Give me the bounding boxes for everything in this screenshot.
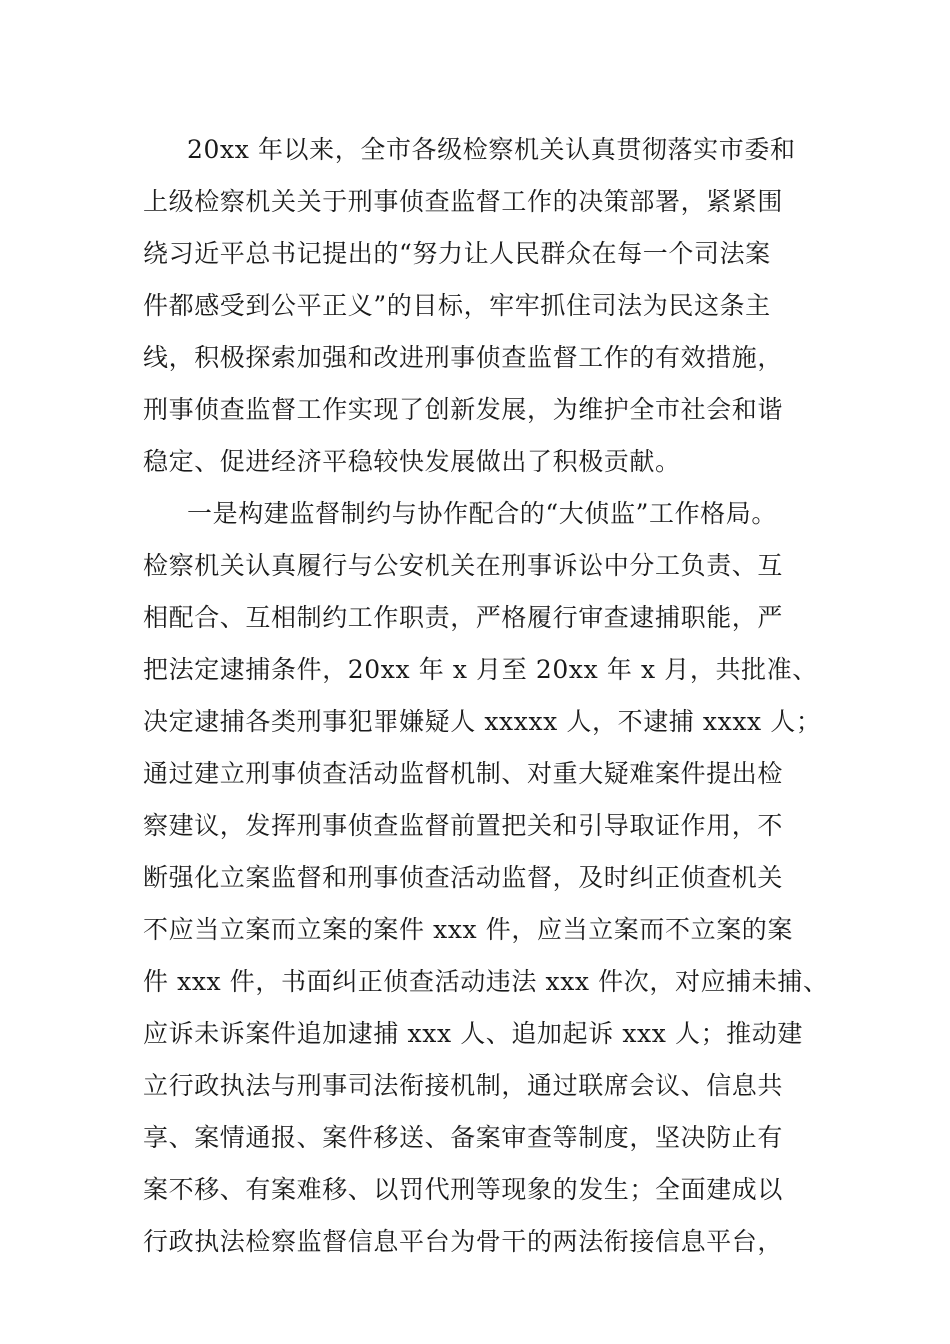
paragraph-line: 一是构建监督制约与协作配合的“大侦监”工作格局。 — [187, 499, 777, 528]
document-body — [143, 124, 843, 1268]
paragraph-line: 察建议，发挥刑事侦查监督前置把关和引导取证作用，不 — [143, 811, 784, 840]
paragraph-line: 断强化立案监督和刑事侦查活动监督，及时纠正侦查机关 — [143, 863, 784, 892]
paragraph-line: 案不移、有案难移、以罚代刑等现象的发生；全面建成以 — [143, 1175, 784, 1204]
paragraph-intro — [143, 124, 843, 488]
paragraph-section-one — [143, 488, 843, 1268]
paragraph-line: 行政执法检察监督信息平台为骨干的两法衔接信息平台， — [143, 1227, 784, 1256]
paragraph-line: 20xx 年以来，全市各级检察机关认真贯彻落实市委和 — [187, 135, 796, 164]
paragraph-line: 决定逮捕各类刑事犯罪嫌疑人 xxxxx 人，不逮捕 xxxx 人； — [143, 707, 822, 736]
paragraph-line: 不应当立案而立案的案件 xxx 件，应当立案而不立案的案 — [143, 915, 793, 944]
paragraph-line: 享、案情通报、案件移送、备案审查等制度，坚决防止有 — [143, 1123, 784, 1152]
paragraph-line: 通过建立刑事侦查活动监督机制、对重大疑难案件提出检 — [143, 759, 784, 788]
paragraph-line: 稳定、促进经济平稳较快发展做出了积极贡献。 — [143, 447, 681, 476]
paragraph-line: 件都感受到公平正义”的目标，牢牢抓住司法为民这条主 — [143, 291, 771, 320]
paragraph-line: 绕习近平总书记提出的“努力让人民群众在每一个司法案 — [143, 239, 771, 268]
paragraph-line: 件 xxx 件，书面纠正侦查活动违法 xxx 件次，对应捕未捕、 — [143, 967, 829, 996]
paragraph-line: 线，积极探索加强和改进刑事侦查监督工作的有效措施， — [143, 343, 784, 372]
paragraph-line: 相配合、互相制约工作职责，严格履行审查逮捕职能，严 — [143, 603, 784, 632]
paragraph-line: 刑事侦查监督工作实现了创新发展，为维护全市社会和谐 — [143, 395, 784, 424]
paragraph-line: 应诉未诉案件追加逮捕 xxx 人、追加起诉 xxx 人；推动建 — [143, 1019, 803, 1048]
paragraph-line: 检察机关认真履行与公安机关在刑事诉讼中分工负责、互 — [143, 551, 784, 580]
paragraph-line: 把法定逮捕条件，20xx 年 x 月至 20xx 年 x 月，共批准、 — [143, 655, 818, 684]
paragraph-line: 立行政执法与刑事司法衔接机制，通过联席会议、信息共 — [143, 1071, 784, 1100]
paragraph-line: 上级检察机关关于刑事侦查监督工作的决策部署，紧紧围 — [143, 187, 784, 216]
